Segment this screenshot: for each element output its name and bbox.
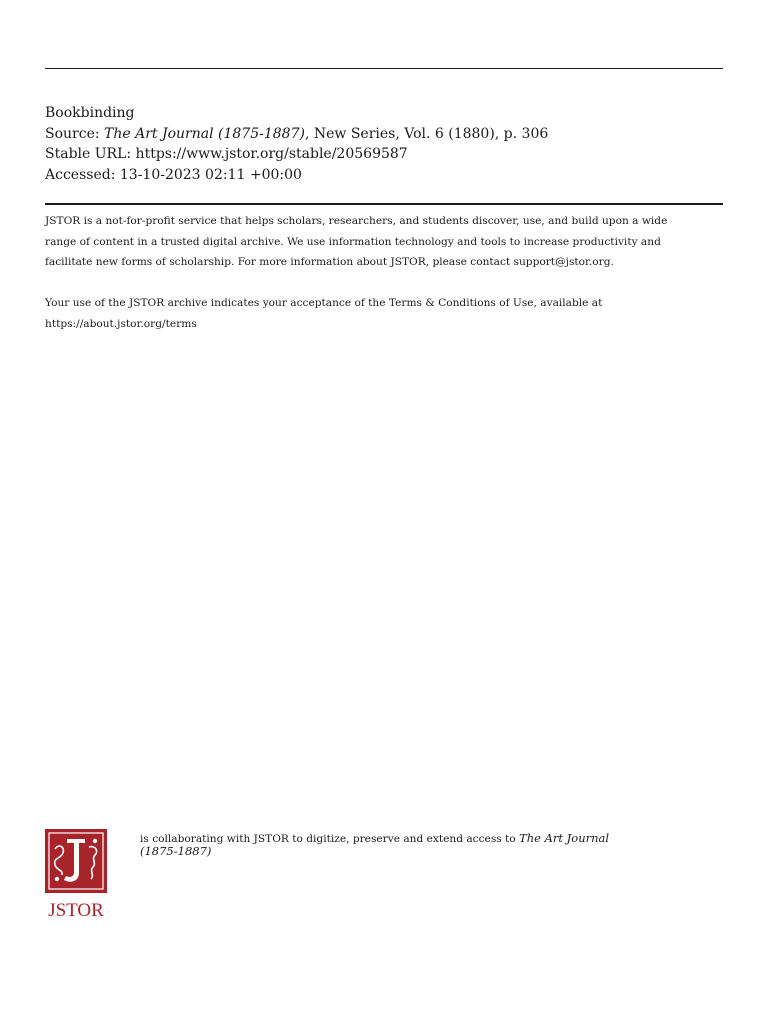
jstor-logo-icon (45, 829, 107, 921)
top-divider (45, 68, 723, 69)
source-journal: The Art Journal (1875-1887) (104, 125, 305, 142)
collab-journal-years: (1875-1887) (140, 844, 212, 858)
jstor-notice-paragraph (45, 211, 725, 273)
accessed-line (45, 165, 548, 186)
notice-line: JSTOR is a not-for-profit service that helps scholars, researchers, and students discover, use, and build upon a wide (45, 215, 668, 227)
stable-url-line (45, 144, 548, 165)
section-divider (45, 203, 723, 205)
notice-line: range of content in a trusted digital archive. We use information technology and tools to increase productivity and (45, 235, 661, 248)
source-details: , New Series, Vol. 6 (1880), p. 306 (304, 125, 549, 142)
accessed-value: 13-10-2023 02:11 +00:00 (119, 166, 302, 183)
logo-wordmark: JSTOR (48, 900, 104, 921)
notice-line: facilitate new forms of scholarship. For more information about JSTOR, please contact support@jstor.org. (45, 256, 614, 269)
collaboration-statement (140, 832, 700, 858)
source-label: Source: (45, 125, 100, 142)
terms-paragraph (45, 293, 725, 334)
citation-block (45, 103, 548, 185)
terms-line: Your use of the JSTOR archive indicates your acceptance of the Terms & Conditions of Use, available at (45, 297, 603, 309)
source-line (45, 124, 548, 145)
terms-link[interactable]: https://about.jstor.org/terms (45, 317, 197, 330)
accessed-label: Accessed: (45, 166, 116, 183)
stable-url-label: Stable URL: (45, 146, 132, 162)
stable-url-link[interactable]: https://www.jstor.org/stable/20569587 (135, 146, 408, 162)
collab-text: is collaborating with JSTOR to digitize, preserve and extend access to (140, 833, 520, 845)
collab-journal: The Art Journal (519, 831, 610, 845)
article-title: Bookbinding (45, 105, 135, 121)
